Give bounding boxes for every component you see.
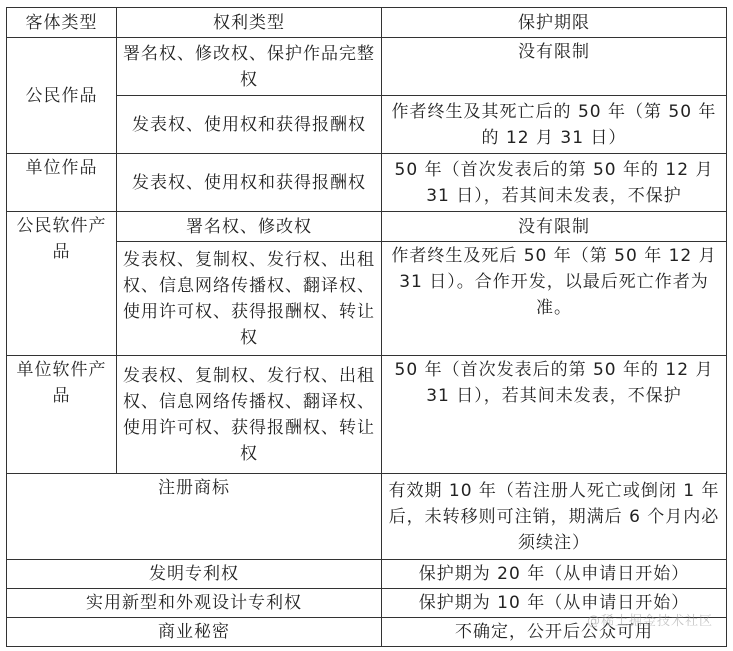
- watermark: @稀土掘金技术社区: [586, 614, 713, 629]
- rights-cell: 署名权、修改权: [117, 212, 382, 242]
- object-utility-design-patent: 实用新型和外观设计专利权: [7, 589, 382, 618]
- table-row: [7, 356, 727, 474]
- period-cell: 50 年（首次发表后的第 50 年的 12 月 31 日），若其间未发表，不保护: [382, 356, 727, 474]
- header-protection-period: 保护期限: [382, 8, 727, 38]
- rights-cell: 署名权、修改权、保护作品完整权: [117, 38, 382, 96]
- period-cell: 有效期 10 年（若注册人死亡或倒闭 1 年后，未转移则可注销，期满后 6 个月内必须续注）: [382, 474, 727, 560]
- table-row: [7, 154, 727, 212]
- table-row: [7, 560, 727, 589]
- rights-cell: 发表权、使用权和获得报酬权: [117, 96, 382, 154]
- header-row: [7, 8, 727, 38]
- header-right-type: 权利类型: [117, 8, 382, 38]
- object-citizen-software: 公民软件产品: [7, 212, 117, 356]
- table-row: [7, 474, 727, 560]
- rights-cell: 发表权、复制权、发行权、出租权、信息网络传播权、翻译权、使用许可权、获得报酬权、转让权: [117, 356, 382, 474]
- object-unit-work: 单位作品: [7, 154, 117, 212]
- table-row: [7, 212, 727, 242]
- period-cell: 50 年（首次发表后的第 50 年的 12 月 31 日），若其间未发表，不保护: [382, 154, 727, 212]
- period-cell: 没有限制: [382, 38, 727, 96]
- object-trade-secret: 商业秘密: [7, 618, 382, 647]
- period-cell: 保护期为 20 年（从申请日开始）: [382, 560, 727, 589]
- period-cell: 不确定，公开后公众可用: [382, 618, 727, 647]
- header-object-type: 客体类型: [7, 8, 117, 38]
- period-cell: 作者终生及死后 50 年（第 50 年 12 月 31 日）。合作开发，以最后死亡作者为准。: [382, 242, 727, 356]
- period-cell: 作者终生及其死亡后的 50 年（第 50 年的 12 月 31 日）: [382, 96, 727, 154]
- object-invention-patent: 发明专利权: [7, 560, 382, 589]
- table-row: [7, 38, 727, 96]
- ip-protection-table: [6, 7, 727, 647]
- object-unit-software: 单位软件产品: [7, 356, 117, 474]
- rights-cell: 发表权、复制权、发行权、出租权、信息网络传播权、翻译权、使用许可权、获得报酬权、转让权: [117, 242, 382, 356]
- period-cell: 没有限制: [382, 212, 727, 242]
- object-trademark: 注册商标: [7, 474, 382, 560]
- period-cell: 保护期为 10 年（从申请日开始）: [382, 589, 727, 618]
- object-citizen-work: 公民作品: [7, 38, 117, 154]
- rights-cell: 发表权、使用权和获得报酬权: [117, 154, 382, 212]
